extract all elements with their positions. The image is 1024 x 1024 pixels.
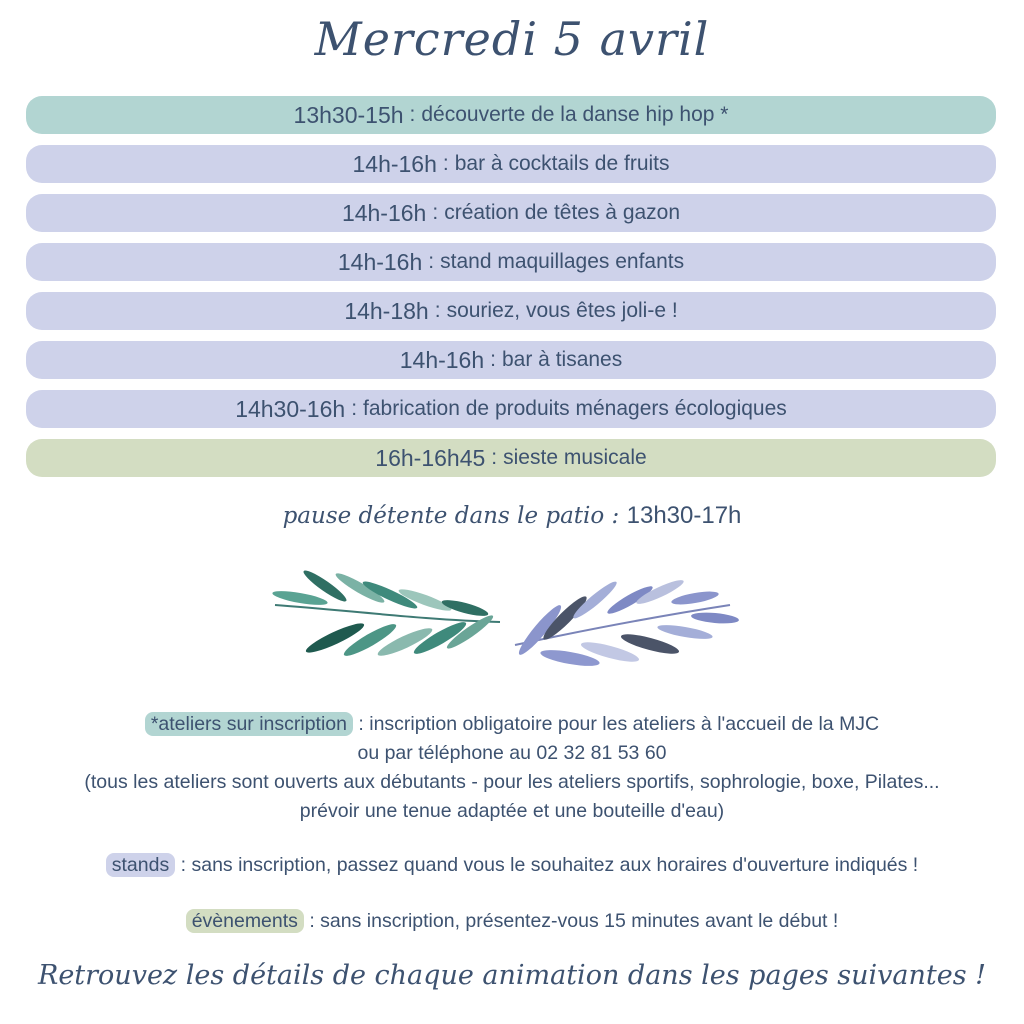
footer-text: Retrouvez les détails de chaque animation dans les pages suivantes ! — [37, 960, 987, 991]
note-line-1: (tous les ateliers sont ouverts aux débutants - pour les ateliers sportifs, sophrologie, boxe, Pilates... — [84, 771, 940, 793]
schedule-activity: bar à cocktails de fruits — [454, 152, 670, 175]
schedule-row: 13h30-15h : découverte de la danse hip hop * — [26, 96, 996, 134]
schedule-row: 14h30-16h : fabrication de produits ménagers écologiques — [26, 390, 996, 428]
schedule-row: 14h-16h : bar à tisanes — [26, 341, 996, 379]
schedule-activity: découverte de la danse hip hop * — [421, 103, 729, 126]
pause-line — [0, 502, 1024, 530]
note-line-2: prévoir une tenue adaptée et une bouteille d'eau) — [299, 800, 725, 822]
pause-label: pause détente dans le patio : — [282, 503, 620, 529]
schedule-row: 16h-16h45 : sieste musicale — [26, 439, 996, 477]
schedule-time: 14h-16h — [337, 248, 423, 275]
schedule-time: 16h-16h45 — [375, 444, 486, 471]
schedule-activity: bar à tisanes — [502, 348, 623, 371]
schedule-list — [26, 96, 996, 488]
pause-time: 13h30-17h — [626, 502, 742, 529]
events-line — [0, 910, 1024, 933]
ateliers-text: : inscription obligatoire pour les ateliers à l'accueil de la MJC — [358, 713, 880, 735]
page-title: Mercredi 5 avril — [314, 12, 710, 66]
schedule-time: 14h30-16h — [235, 395, 346, 422]
schedule-activity: sieste musicale — [503, 446, 647, 469]
schedule-time: 14h-16h — [352, 150, 437, 177]
stands-badge: stands — [106, 853, 175, 877]
schedule-time: 13h30-15h — [293, 101, 404, 128]
stands-line — [0, 854, 1024, 877]
schedule-activity: stand maquillages enfants — [440, 250, 685, 273]
ateliers-badge: *ateliers sur inscription — [145, 712, 353, 736]
schedule-activity: fabrication de produits ménagers écologiques — [363, 397, 787, 420]
schedule-row: 14h-16h : bar à cocktails de fruits — [26, 145, 996, 183]
schedule-time: 14h-16h — [341, 199, 427, 226]
info-block — [60, 710, 964, 826]
schedule-time: 14h-16h — [399, 346, 485, 373]
events-text: : sans inscription, présentez-vous 15 minutes avant le début ! — [309, 910, 839, 932]
schedule-activity: souriez, vous êtes joli-e ! — [446, 299, 678, 322]
schedule-time: 14h-18h — [344, 297, 429, 324]
leaf-branches-illustration — [265, 560, 745, 690]
schedule-row: 14h-16h : création de têtes à gazon — [26, 194, 996, 232]
schedule-activity: création de têtes à gazon — [444, 201, 681, 224]
schedule-row: 14h-16h : stand maquillages enfants — [26, 243, 996, 281]
schedule-row: 14h-18h : souriez, vous êtes joli-e ! — [26, 292, 996, 330]
phone-line: ou par téléphone au 02 32 81 53 60 — [357, 742, 667, 764]
stands-text: : sans inscription, passez quand vous le souhaitez aux horaires d'ouverture indiqués ! — [180, 854, 919, 876]
events-badge: évènements — [186, 909, 304, 933]
